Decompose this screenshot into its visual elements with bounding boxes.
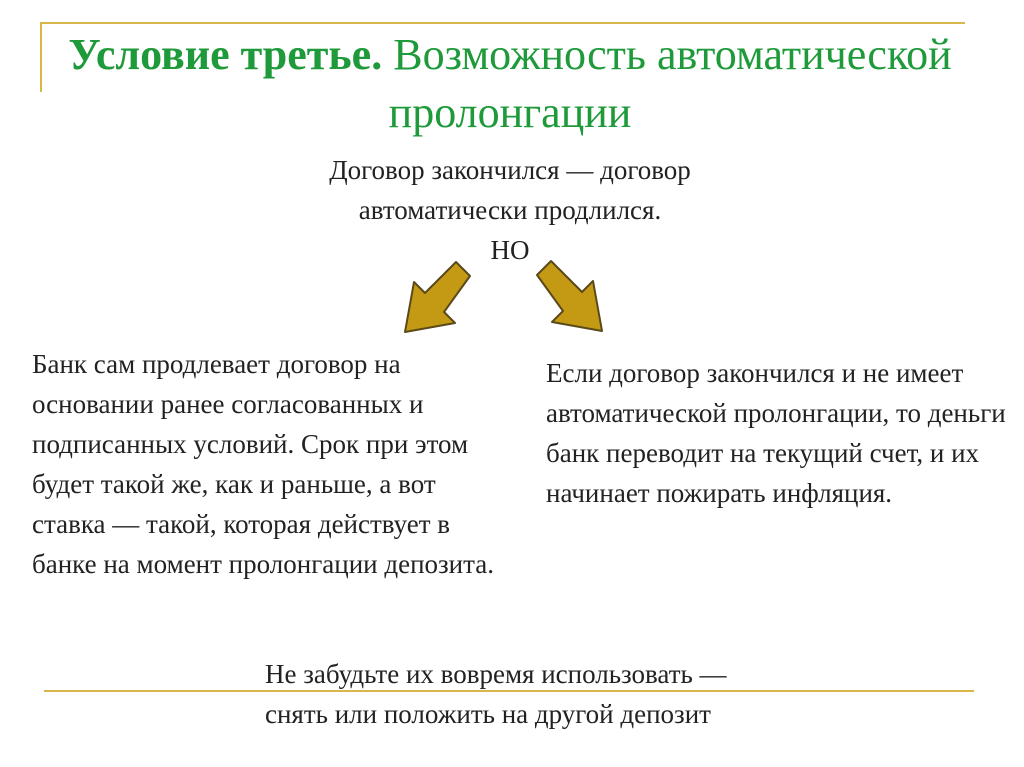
footer-line-2: снять или положить на другой депозит [265, 699, 711, 729]
right-text-block: Если договор закончился и не имеет автоматической пролонгации, то деньги банк переводит на текущий счет, и их начинает пожирать инфляция. [546, 358, 1006, 508]
arrow-down-left-icon [405, 262, 470, 332]
intro-line-1: Договор закончился — договор [329, 155, 691, 185]
left-text-block: Банк сам продлевает договор на основании ранее согласованных и подписанных условий. Срок при этом будет такой же, как и раньше, а вот ставка — такой, которая действует в банке на момент пролонгации депозита. [32, 349, 494, 579]
footer-text [265, 654, 905, 734]
intro-line-3: НО [490, 235, 530, 265]
arrow-down-right-icon [537, 261, 602, 331]
title-bold: Условие третье. [68, 30, 383, 79]
footer-line-1: Не забудьте их вовремя использовать — [265, 659, 727, 689]
title-rest: Возможность автоматической пролонгации [388, 30, 952, 137]
intro-line-2: автоматически продлился. [358, 195, 662, 225]
